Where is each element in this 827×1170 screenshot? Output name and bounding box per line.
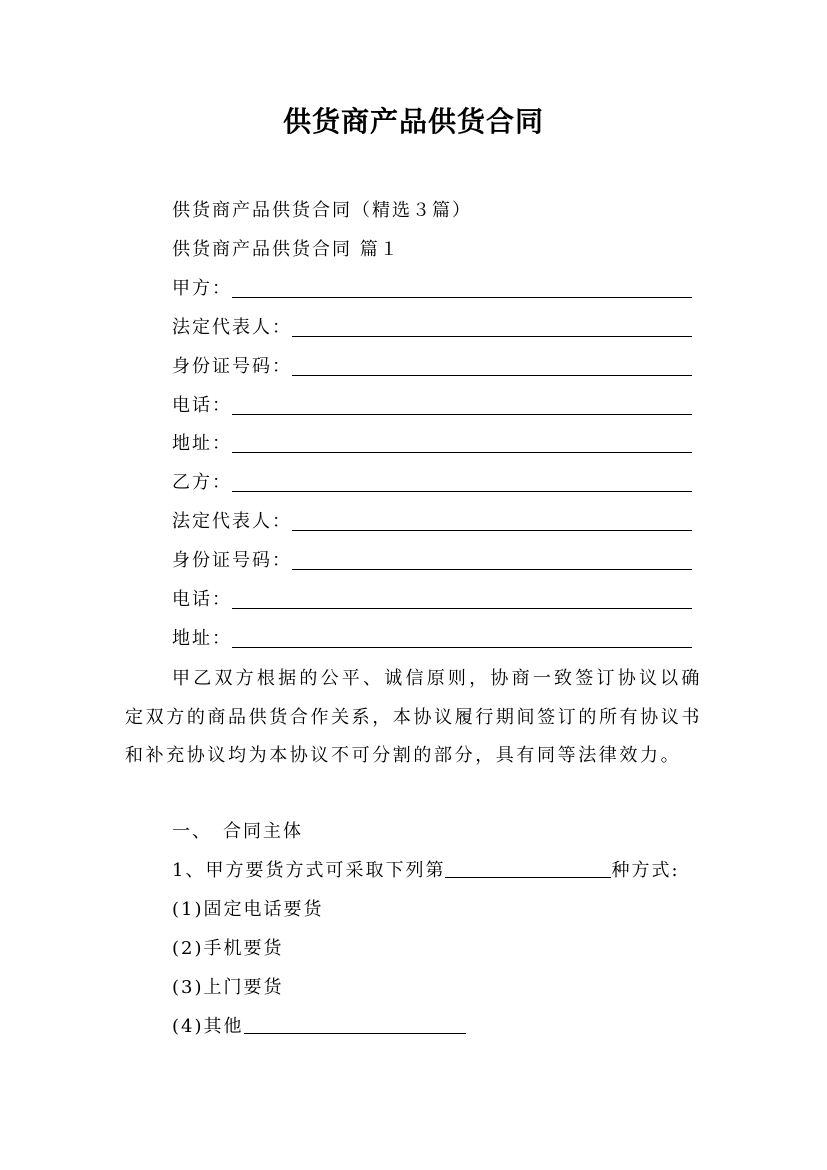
party-b-name-label: 乙方： [172, 472, 232, 493]
option-4-line [172, 1014, 466, 1040]
party-b-address-field [172, 626, 692, 652]
section-heading: 供货商产品供货合同 篇１ [172, 239, 400, 260]
option-item: (1)固定电话要货 [172, 899, 324, 920]
party-b-phone-field [172, 587, 692, 613]
party-a-phone-label: 电话： [172, 395, 232, 416]
party-a-id-blank [292, 357, 692, 376]
document-title: 供货商产品供货合同 [282, 105, 544, 138]
option-item: (4)其他 [172, 1016, 244, 1037]
party-a-rep-field [172, 315, 692, 341]
party-b-rep-label: 法定代表人： [172, 511, 292, 532]
party-a-address-blank [232, 434, 692, 453]
option-4-blank [244, 1015, 466, 1034]
party-a-address-label: 地址： [172, 433, 232, 454]
party-b-rep-blank [292, 512, 692, 531]
party-a-rep-label: 法定代表人： [172, 317, 292, 338]
party-b-address-label: 地址： [172, 628, 232, 649]
clause-1-prefix: 1、甲方要货方式可采取下列第 [172, 860, 446, 881]
party-b-address-blank [232, 629, 692, 648]
party-a-phone-blank [232, 396, 692, 415]
party-a-rep-blank [292, 318, 692, 337]
party-b-phone-blank [232, 590, 692, 609]
option-item: (2)手机要货 [172, 938, 284, 959]
party-a-address-field [172, 431, 692, 457]
party-b-name-field [172, 470, 692, 496]
party-a-name-label: 甲方： [172, 278, 232, 299]
party-b-id-blank [292, 551, 692, 570]
party-a-id-field [172, 354, 692, 380]
party-b-id-label: 身份证号码： [172, 550, 292, 571]
party-a-name-blank [232, 279, 692, 298]
party-a-name-field [172, 276, 692, 302]
clause-heading: 一、 合同主体 [172, 821, 303, 842]
party-b-phone-label: 电话： [172, 589, 232, 610]
document-subtitle: 供货商产品供货合同（精选３篇） [172, 200, 472, 221]
party-a-id-label: 身份证号码： [172, 356, 292, 377]
clause-1-blank [445, 859, 611, 878]
party-b-name-blank [232, 473, 692, 492]
clause-1-suffix: 种方式: [611, 860, 680, 881]
option-item: (3)上门要货 [172, 977, 284, 998]
party-b-rep-field [172, 509, 692, 535]
party-a-phone-field [172, 393, 692, 419]
party-b-id-field [172, 548, 692, 574]
intro-paragraph: 甲乙双方根据的公平、诚信原则，协商一致签订协议以确定双方的商品供货合作关系，本协议履行期间签订的所有协议书和补充协议均为本协议不可分割的部分，具有同等法律效力。 [125, 668, 702, 766]
clause-1-line [172, 858, 680, 884]
